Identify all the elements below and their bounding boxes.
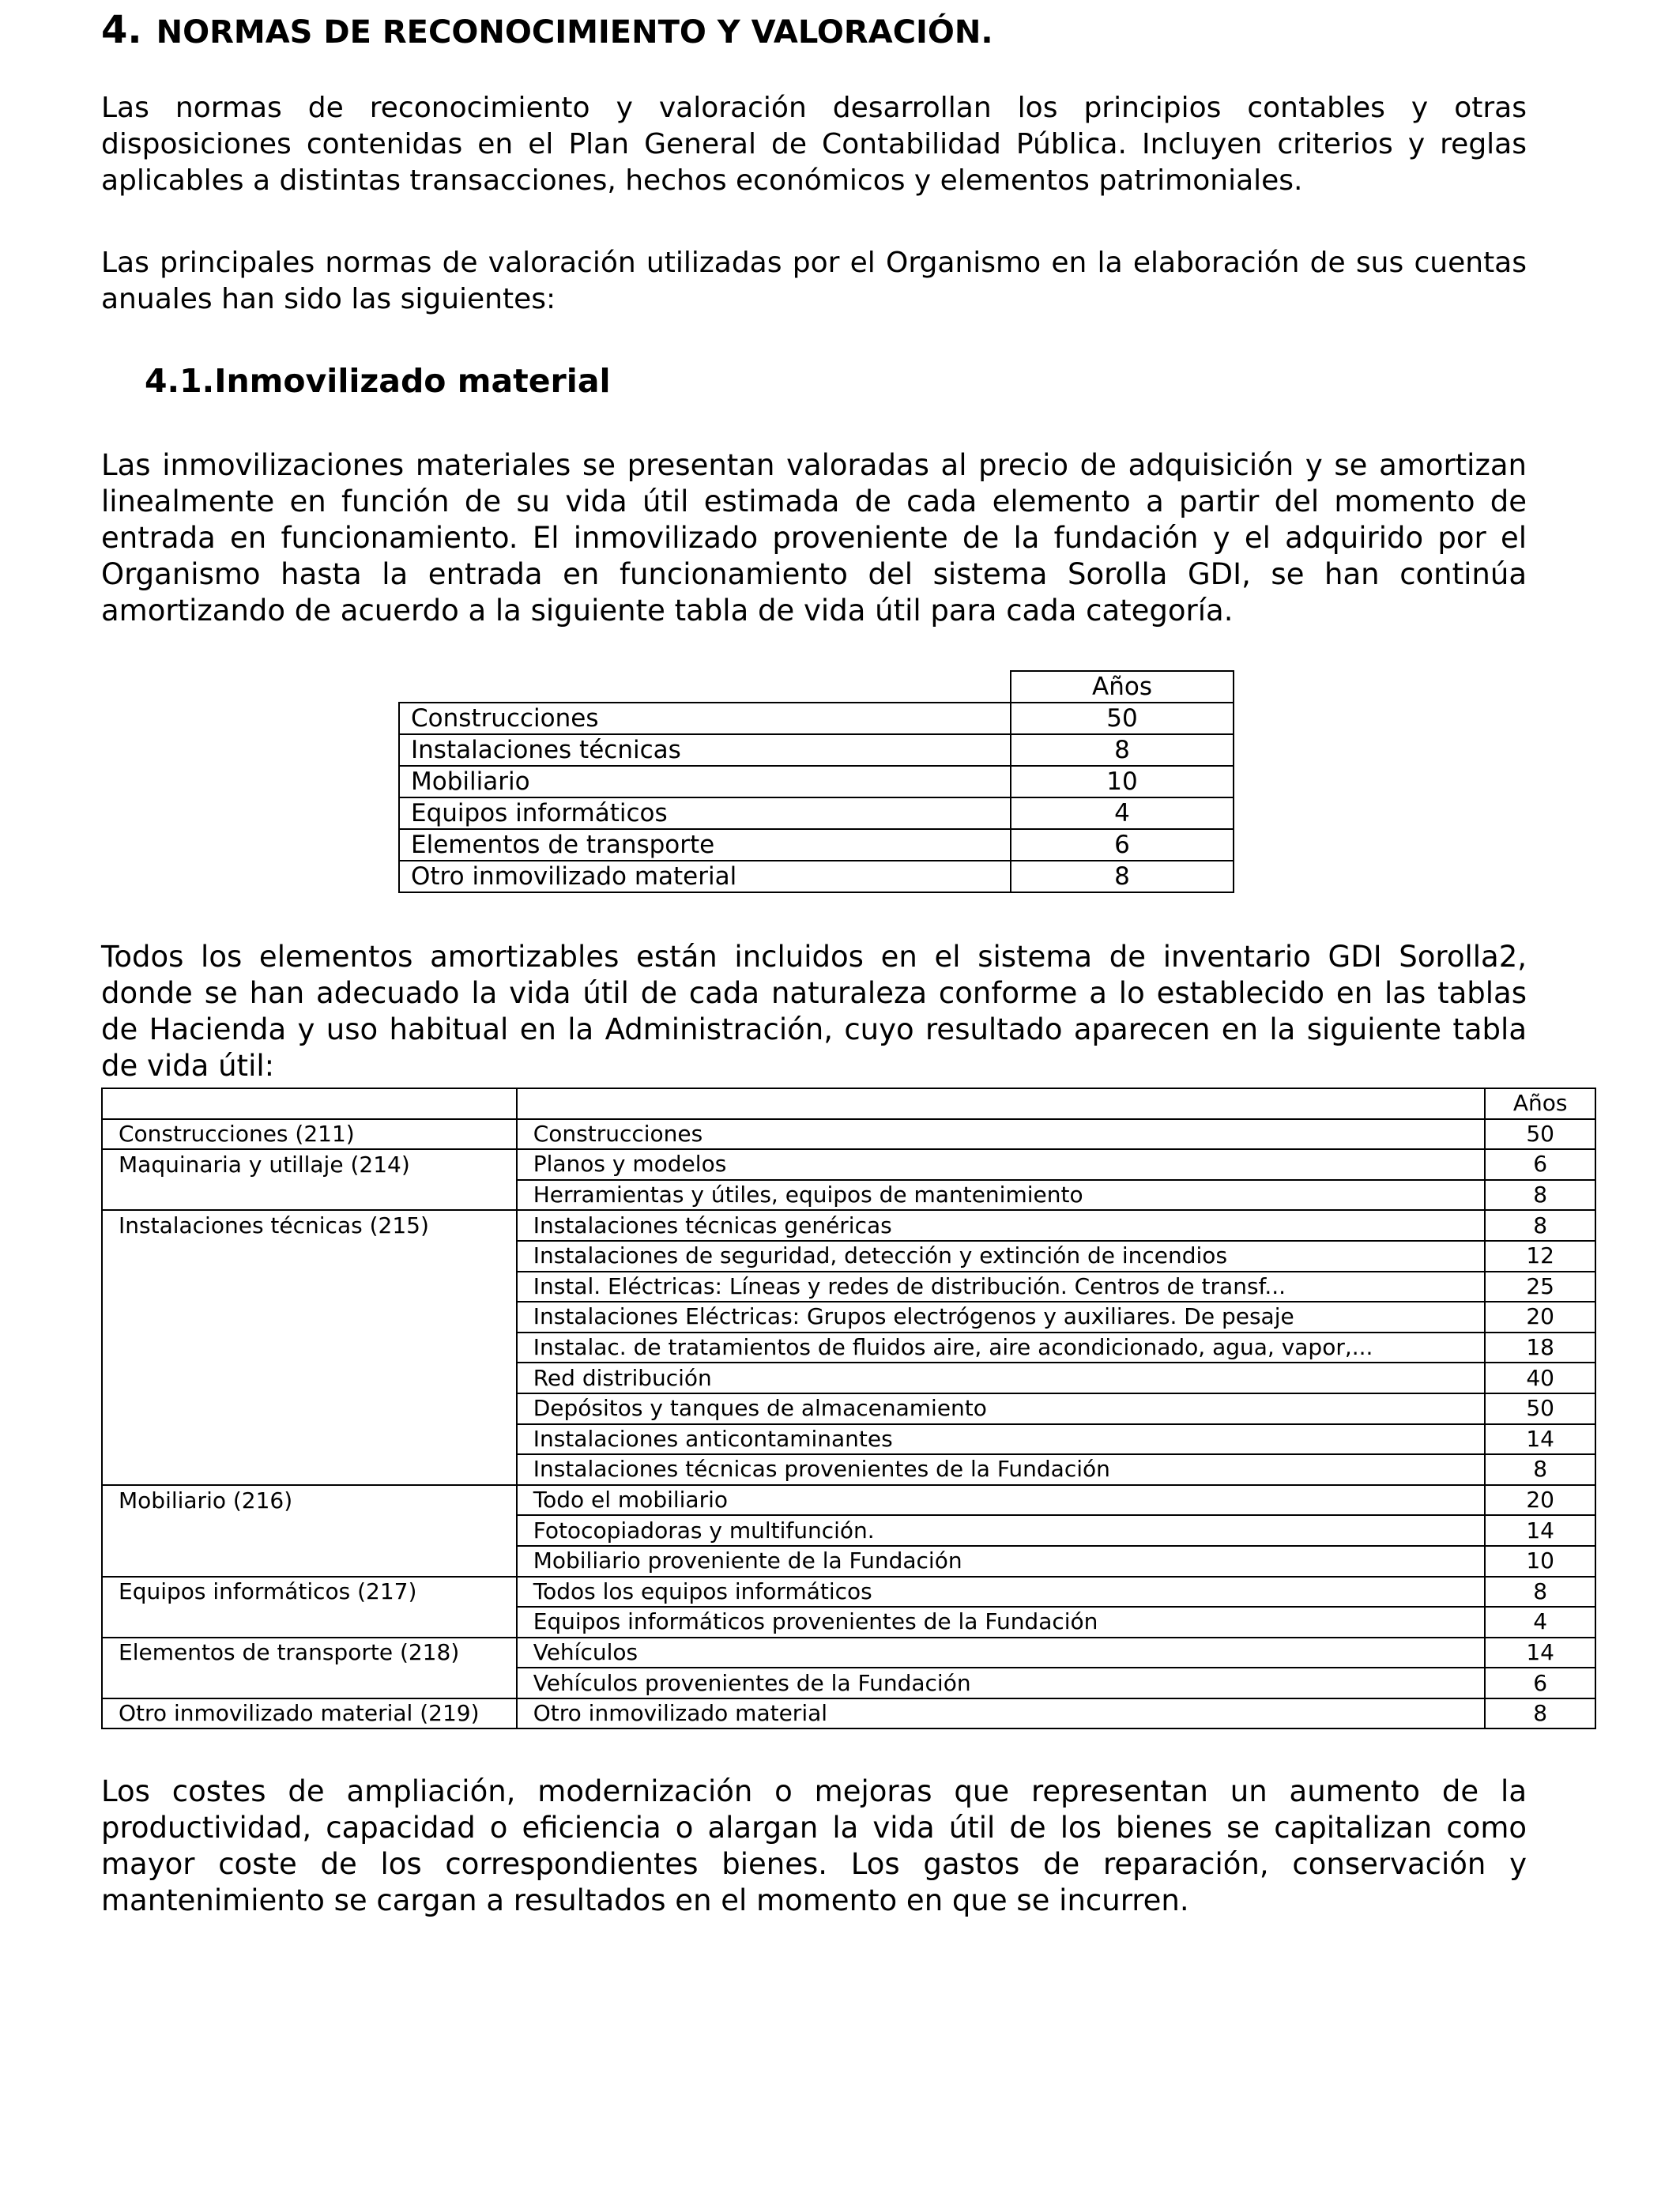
table-cell-value: 8 xyxy=(1011,734,1234,766)
table-cell-label: Construcciones xyxy=(399,703,1011,734)
table-row xyxy=(102,1333,1595,1363)
table-row xyxy=(102,1546,1595,1577)
table-cell-label: Mobiliario xyxy=(399,766,1011,797)
table-row xyxy=(102,1180,1595,1211)
table-cell-item: Fotocopiadoras y multifunción. xyxy=(517,1515,1486,1546)
table-cell-label: Otro inmovilizado material xyxy=(399,861,1011,892)
table-row xyxy=(102,1149,1595,1180)
table-cell-category xyxy=(102,1180,517,1211)
section-number: 4. xyxy=(101,8,142,52)
table-cell-category xyxy=(102,1546,517,1577)
table-row xyxy=(399,797,1234,829)
table-cell-category xyxy=(102,1515,517,1546)
table-cell-category: Mobiliario (216) xyxy=(102,1485,517,1516)
table-cell-item: Todo el mobiliario xyxy=(517,1485,1486,1516)
table-cell-value: 8 xyxy=(1485,1577,1595,1608)
useful-life-table-sorolla xyxy=(101,1088,1596,1729)
table-cell-value: 50 xyxy=(1011,703,1234,734)
table-header-years: Años xyxy=(1485,1088,1595,1119)
table-cell-item: Todos los equipos informáticos xyxy=(517,1577,1486,1608)
table-cell-value: 8 xyxy=(1011,861,1234,892)
table-cell-value: 6 xyxy=(1485,1668,1595,1698)
table-cell-value: 14 xyxy=(1485,1515,1595,1546)
table-cell-value: 40 xyxy=(1485,1363,1595,1393)
table-cell-value: 12 xyxy=(1485,1241,1595,1272)
table-row xyxy=(102,1668,1595,1698)
table-header-blank xyxy=(517,1088,1486,1119)
table-cell-category xyxy=(102,1363,517,1393)
table-cell-item: Instalaciones de seguridad, detección y extinción de incendios xyxy=(517,1241,1486,1272)
table-row xyxy=(102,1424,1595,1455)
table-cell-value: 20 xyxy=(1485,1485,1595,1516)
subsection-heading: 4.1.Inmovilizado material xyxy=(145,362,611,400)
table-cell-item: Otro inmovilizado material xyxy=(517,1698,1486,1729)
table-row xyxy=(399,734,1234,766)
table-cell-value: 10 xyxy=(1011,766,1234,797)
table-cell-value: 20 xyxy=(1485,1302,1595,1333)
table-cell-value: 8 xyxy=(1485,1180,1595,1211)
table-cell-item: Instal. Eléctricas: Líneas y redes de distribución. Centros de transf... xyxy=(517,1272,1486,1302)
table-row xyxy=(102,1272,1595,1302)
paragraph-principal-norms: Las principales normas de valoración utilizadas por el Organismo en la elaboración de sus cuentas anuales han sido las siguientes: xyxy=(101,247,1527,315)
table-cell-value: 6 xyxy=(1011,829,1234,861)
table-header-blank xyxy=(399,671,1011,703)
table-header-blank xyxy=(102,1088,517,1119)
table-cell-item: Instalaciones Eléctricas: Grupos electrógenos y auxiliares. De pesaje xyxy=(517,1302,1486,1333)
table-cell-item: Mobiliario proveniente de la Fundación xyxy=(517,1546,1486,1577)
table-row xyxy=(102,1607,1595,1638)
table-cell-item: Herramientas y útiles, equipos de mantenimiento xyxy=(517,1180,1486,1211)
paragraph-capitalization: Los costes de ampliación, modernización o mejoras que representan un aumento de la productividad, capacidad o eficiencia o alargan la vida útil de los bienes se capitalizan como mayor coste de los correspondientes bienes. Los gastos de reparación, conservación y mantenimiento se cargan a resultados en el momento en que se incurren. xyxy=(101,1774,1527,1917)
section-heading xyxy=(101,6,993,56)
table-cell-item: Depósitos y tanques de almacenamiento xyxy=(517,1393,1486,1424)
table-cell-category: Maquinaria y utillaje (214) xyxy=(102,1149,517,1180)
table-row xyxy=(102,1485,1595,1516)
table-row xyxy=(102,1577,1595,1608)
paragraph-inmovilizado: Las inmovilizaciones materiales se presentan valoradas al precio de adquisición y se amortizan linealmente en función de su vida útil estimada de cada elemento a partir del momento de entrada en funcionamiento. El inmovilizado proveniente de la fundación y el adquirido por el Organismo hasta la entrada en funcionamiento del sistema Sorolla GDI, se han continúa amortizando de acuerdo a la siguiente tabla de vida útil para cada categoría. xyxy=(101,448,1527,628)
table-cell-item: Planos y modelos xyxy=(517,1149,1486,1180)
table-cell-category: Construcciones (211) xyxy=(102,1119,517,1150)
table-row xyxy=(102,1210,1595,1241)
table-row xyxy=(102,1119,1595,1150)
table-cell-category xyxy=(102,1302,517,1333)
table-cell-category: Equipos informáticos (217) xyxy=(102,1577,517,1608)
table-cell-item: Equipos informáticos provenientes de la Fundación xyxy=(517,1607,1486,1638)
table-cell-value: 8 xyxy=(1485,1210,1595,1241)
table-cell-value: 6 xyxy=(1485,1149,1595,1180)
paragraph-intro: Las normas de reconocimiento y valoración desarrollan los principios contables y otras disposiciones contenidas en el Plan General de Contabilidad Pública. Incluyen criterios y reglas aplicables a distintas transacciones, hechos económicos y elementos patrimoniales. xyxy=(101,92,1527,197)
table-cell-category xyxy=(102,1393,517,1424)
table-row xyxy=(102,1515,1595,1546)
table-cell-category: Instalaciones técnicas (215) xyxy=(102,1210,517,1241)
table-cell-value: 25 xyxy=(1485,1272,1595,1302)
table-cell-item: Instalaciones técnicas provenientes de la Fundación xyxy=(517,1454,1486,1485)
table-cell-item: Instalaciones técnicas genéricas xyxy=(517,1210,1486,1241)
table-cell-value: 4 xyxy=(1485,1607,1595,1638)
useful-life-table-foundation xyxy=(398,670,1234,893)
table-cell-label: Elementos de transporte xyxy=(399,829,1011,861)
table-cell-value: 50 xyxy=(1485,1393,1595,1424)
table-cell-value: 8 xyxy=(1485,1698,1595,1729)
table-row xyxy=(102,1698,1595,1729)
table-row xyxy=(399,766,1234,797)
table-cell-value: 50 xyxy=(1485,1119,1595,1150)
table-cell-item: Red distribución xyxy=(517,1363,1486,1393)
table-cell-value: 8 xyxy=(1485,1454,1595,1485)
table-cell-category xyxy=(102,1272,517,1302)
table-row xyxy=(102,1638,1595,1668)
table-cell-category xyxy=(102,1241,517,1272)
table-cell-value: 10 xyxy=(1485,1546,1595,1577)
table-row xyxy=(102,1241,1595,1272)
table-cell-value: 18 xyxy=(1485,1333,1595,1363)
table-cell-category xyxy=(102,1424,517,1455)
table-cell-value: 14 xyxy=(1485,1638,1595,1668)
table-cell-item: Vehículos xyxy=(517,1638,1486,1668)
table-row xyxy=(399,861,1234,892)
section-title: NORMAS DE RECONOCIMIENTO Y VALORACIÓN. xyxy=(156,14,993,51)
table-row xyxy=(102,1363,1595,1393)
table-cell-category: Elementos de transporte (218) xyxy=(102,1638,517,1668)
paragraph-inventory-system: Todos los elementos amortizables están incluidos en el sistema de inventario GDI Sorolla2, donde se han adecuado la vida útil de cada naturaleza conforme a lo establecido en las tablas de Hacienda y uso habitual en la Administración, cuyo resultado aparecen en la siguiente tabla de vida útil: xyxy=(101,940,1527,1083)
table-cell-category: Otro inmovilizado material (219) xyxy=(102,1698,517,1729)
table-cell-label: Instalaciones técnicas xyxy=(399,734,1011,766)
table-cell-category xyxy=(102,1607,517,1638)
table-cell-item: Construcciones xyxy=(517,1119,1486,1150)
table-row xyxy=(399,703,1234,734)
table-row xyxy=(102,1393,1595,1424)
table-row xyxy=(102,1454,1595,1485)
table-row xyxy=(399,829,1234,861)
table-cell-label: Equipos informáticos xyxy=(399,797,1011,829)
table-cell-value: 14 xyxy=(1485,1424,1595,1455)
table-cell-item: Instalac. de tratamientos de fluidos aire, aire acondicionado, agua, vapor,... xyxy=(517,1333,1486,1363)
table-cell-category xyxy=(102,1454,517,1485)
table-cell-item: Instalaciones anticontaminantes xyxy=(517,1424,1486,1455)
table-cell-category xyxy=(102,1668,517,1698)
table-header-years: Años xyxy=(1011,671,1234,703)
table-cell-value: 4 xyxy=(1011,797,1234,829)
table-cell-category xyxy=(102,1333,517,1363)
table-row xyxy=(102,1302,1595,1333)
table-cell-item: Vehículos provenientes de la Fundación xyxy=(517,1668,1486,1698)
table-header-row xyxy=(399,671,1234,703)
table-header-row xyxy=(102,1088,1595,1119)
